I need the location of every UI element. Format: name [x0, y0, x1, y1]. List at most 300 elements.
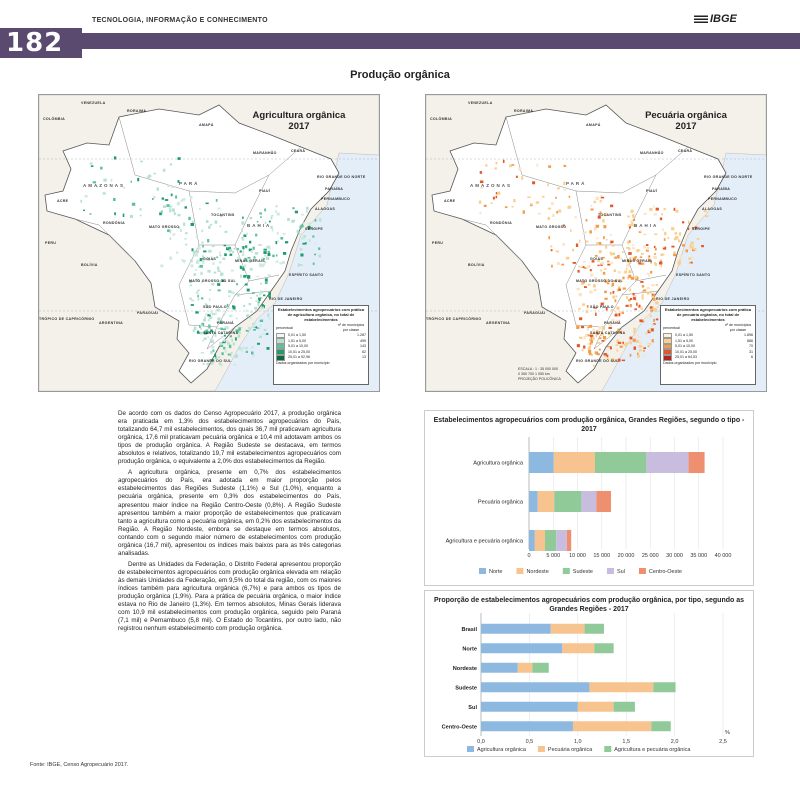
map-dot [609, 327, 612, 329]
map-dot [587, 305, 589, 308]
bar-segment [545, 530, 556, 551]
map-dot [231, 352, 233, 354]
map-dot [190, 259, 193, 262]
map-dot [183, 260, 185, 263]
map-dot [496, 162, 498, 165]
map-dot [276, 241, 278, 244]
map-dot [250, 297, 252, 299]
map-dot [228, 307, 230, 309]
map-dot [603, 272, 605, 275]
label-mato-grosso-do-sul: MATO GROSSO DO SUL [576, 279, 623, 283]
map-dot [175, 196, 177, 199]
label-santa-catarina: SANTA CATARINA [590, 331, 626, 335]
map-dot [260, 320, 263, 322]
map-dot [584, 286, 587, 288]
map-dot [272, 255, 275, 258]
legend-label: 25,01 a 64,53 [675, 355, 697, 360]
map-dot [240, 251, 242, 253]
map-dot [254, 307, 257, 310]
map-dot [265, 281, 268, 284]
legend-note: Dados organizados por município [276, 360, 330, 365]
label-amazonas: AMAZONAS [83, 183, 125, 188]
map-dot [212, 262, 214, 265]
label-mato-grosso: MATO GROSSO [536, 225, 567, 229]
bar-segment [653, 682, 675, 692]
map-dot [661, 213, 663, 215]
map-dot [249, 303, 252, 305]
map-dot [185, 232, 188, 234]
map-dot [162, 198, 165, 200]
map-agri-title-l1: Agricultura orgânica [252, 110, 346, 121]
map-dot [203, 363, 205, 365]
map-dot [300, 248, 303, 250]
map-dot [628, 275, 631, 278]
map-dot [295, 211, 298, 214]
map-dot [209, 226, 211, 229]
map-dot [217, 328, 220, 330]
map-dot [623, 288, 626, 290]
paragraph-1: De acordo com os dados do Censo Agropecuário 2017, a produção orgânica era praticada em 1,3% dos estabelecimentos agropecuários do País, totalizando 64,7 mil estabelecimentos, dos quais 36,7 mil praticavam agricultura orgânica, 17,6 mil praticavam pecuária orgânica e 10,4 mil adotavam ambos os tipos de produção orgânica. A Região Sudeste se destacava, em termos absolutos e relativos, totalizando 19,7 mil estabelecimentos agropecuários com produção orgânica, o equivalente a 2,0% dos estabelecimentos da Região. [118, 410, 341, 466]
map-dot [604, 353, 607, 356]
map-dot [185, 206, 188, 208]
legend-swatch [538, 746, 545, 752]
label-maranhao: MARANHÃO [253, 151, 277, 155]
body-text [118, 410, 341, 636]
map-dot [195, 311, 198, 313]
map-dot [193, 251, 195, 253]
label-bahia: BAHIA [247, 223, 272, 228]
map-dot [208, 250, 212, 253]
map-dot [635, 295, 637, 297]
legend-label: 25,01 a 92,96 [288, 355, 310, 360]
map-dot [221, 352, 223, 355]
map-dot [532, 181, 535, 184]
map-dot [618, 313, 620, 316]
map-dot [639, 341, 642, 344]
map-dot [598, 265, 600, 267]
map-dot [647, 344, 650, 346]
map-dot [652, 296, 655, 298]
x-tick-label: 5 000 [546, 553, 561, 559]
label-tropico: TRÓPICO DE CAPRICÓRNIO [426, 317, 482, 321]
label-acre: ACRE [444, 199, 456, 203]
label-rondonia: RONDÔNIA [103, 221, 125, 225]
legend-label: Norte [489, 569, 503, 575]
map-dot [600, 327, 602, 330]
map-dot [651, 284, 654, 286]
map-dot [191, 304, 194, 306]
label-argentina: ARGENTINA [99, 321, 124, 325]
map-dot [620, 346, 623, 348]
map-dot [170, 206, 172, 208]
map-dot [523, 210, 525, 213]
map-dot [202, 245, 204, 247]
map-dot [647, 292, 649, 295]
legend-count: 1.896 [744, 333, 753, 338]
map-dot [315, 219, 317, 222]
map-dot [249, 241, 251, 244]
map-dot [182, 198, 185, 201]
map-dot [167, 185, 170, 187]
map-dot [241, 221, 244, 224]
map-dot [591, 209, 594, 211]
legend-col2: nº de municípios por classe [724, 323, 752, 332]
x-tick-label: 25 000 [641, 553, 659, 559]
map-dot [616, 295, 618, 297]
map-dot [252, 292, 255, 294]
map-dot [230, 254, 233, 256]
map-dot [676, 237, 678, 239]
map-dot [664, 238, 666, 241]
map-dot [100, 167, 103, 170]
map-dot [675, 232, 678, 235]
map-dot [686, 249, 689, 252]
map-dot [596, 243, 599, 246]
map-dot [688, 248, 691, 251]
bar-segment [529, 491, 538, 512]
scale-l3: PROJEÇÃO POLICÔNICA [518, 377, 561, 381]
map-dot [548, 165, 551, 168]
map-dot [618, 342, 621, 344]
map-dot [563, 243, 565, 246]
map-dot [194, 273, 197, 276]
map-dot [622, 360, 625, 362]
label-roraima: RORAIMA [514, 109, 534, 113]
map-dot [602, 219, 605, 222]
map-dot [590, 340, 593, 343]
label-para: PARÁ [179, 181, 200, 186]
map-dot [243, 347, 246, 349]
map-dot [650, 309, 653, 311]
map-dot [319, 218, 321, 221]
map-dot [205, 313, 207, 315]
map-pec-title [626, 110, 746, 132]
label-tropico: TRÓPICO DE CAPRICÓRNIO [39, 317, 95, 321]
label-rio-grande-do-sul: RIO GRANDE DO SUL [189, 359, 232, 363]
legend-swatch [607, 568, 614, 574]
map-dot [218, 270, 221, 272]
map-dot [90, 213, 92, 215]
map-dot [309, 239, 311, 241]
label-alagoas: ALAGOAS [702, 207, 723, 211]
legend-swatch [604, 746, 611, 752]
label-rio-grande-do-norte: RIO GRANDE DO NORTE [704, 175, 753, 179]
map-dot [479, 201, 482, 204]
map-dot [655, 263, 658, 266]
map-dot [582, 303, 585, 305]
category-label: Brasil [461, 626, 477, 633]
map-dot [637, 355, 640, 358]
map-dot [200, 325, 203, 327]
map-dot [171, 194, 173, 197]
map-dot [231, 291, 234, 294]
map-dot [596, 197, 599, 200]
map-dot [688, 221, 690, 225]
map-dot [654, 233, 657, 235]
map-dot [480, 212, 482, 214]
map-dot [191, 223, 195, 226]
legend-label: 1,51 a 5,00 [675, 338, 693, 343]
map-dot [653, 205, 655, 207]
label-tocantins: TOCANTINS [598, 213, 622, 217]
label-venezuela: VENEZUELA [81, 101, 106, 105]
map-dot [585, 231, 587, 233]
bar-segment [481, 682, 589, 692]
map-dot [217, 208, 220, 210]
map-agri-legend [273, 305, 369, 385]
map-dot [287, 218, 290, 221]
map-dot [556, 251, 559, 253]
map-dot [218, 356, 221, 358]
map-dot [589, 325, 592, 328]
map-dot [262, 304, 264, 307]
map-dot [643, 245, 646, 248]
map-dot [593, 284, 596, 287]
label-parana: PARANÁ [604, 321, 621, 325]
legend-label: 1,51 a 5,00 [288, 338, 306, 343]
map-dot [268, 274, 271, 276]
legend-count: 13 [362, 355, 366, 360]
map-dot [315, 243, 317, 245]
bar-segment [567, 530, 571, 551]
map-dot [244, 264, 246, 267]
map-dot [631, 210, 634, 213]
map-dot [261, 264, 264, 267]
map-dot [593, 364, 595, 366]
map-dot [641, 253, 644, 255]
chart2-svg [425, 591, 753, 756]
map-dot [650, 271, 652, 274]
map-dot [701, 245, 704, 247]
map-dot [637, 336, 640, 338]
map-dot [243, 275, 246, 278]
map-dot [163, 205, 166, 208]
legend-col1: percentual [663, 325, 680, 330]
map-dot [253, 329, 256, 331]
x-tick-label: 1,5 [622, 739, 631, 745]
map-dot [180, 229, 182, 232]
category-label: Sul [468, 704, 477, 711]
map-dot [583, 346, 585, 349]
label-sao-paulo: SÃO PAULO [203, 305, 227, 309]
map-dot [236, 283, 238, 285]
label-paraguai: PARAGUAI [137, 311, 159, 315]
map-dot [172, 208, 175, 211]
map-dot [225, 350, 227, 353]
map-dot [238, 332, 241, 334]
map-dot [629, 271, 632, 273]
map-dot [210, 224, 212, 226]
legend-label: Agricultura orgânica [477, 747, 526, 753]
bar-segment [614, 702, 635, 712]
bar-segment [554, 491, 581, 512]
map-pecuaria-organica [425, 94, 767, 392]
map-dot [260, 283, 262, 285]
header-band [0, 33, 800, 49]
map-dot [214, 354, 216, 357]
map-dot [318, 247, 320, 250]
map-dot [480, 171, 482, 174]
map-dot [114, 156, 116, 159]
map-dot [601, 197, 605, 199]
map-dot [262, 333, 264, 335]
x-tick-label: 0 [527, 553, 531, 559]
map-dot [610, 292, 612, 294]
map-dot [204, 337, 207, 340]
map-dot [225, 231, 228, 233]
map-dot [655, 301, 658, 304]
map-dot [264, 329, 267, 331]
bar-segment [585, 624, 604, 634]
map-dot [237, 293, 240, 296]
map-dot [676, 210, 679, 213]
map-dot [160, 265, 163, 268]
bar-segment [529, 530, 535, 551]
map-dot [660, 218, 662, 221]
map-dot [264, 249, 267, 251]
section-title: TECNOLOGIA, INFORMAÇÃO E CONHECIMENTO [92, 17, 268, 24]
legend-swatch [467, 746, 474, 752]
category-label: Agricultura e pecuária orgânica [445, 538, 523, 545]
legend-label: Centro-Oeste [648, 569, 682, 575]
legend-col1: percentual [276, 325, 293, 330]
map-dot [253, 326, 256, 328]
map-dot [193, 329, 195, 332]
map-dot [547, 183, 549, 186]
chart1-title: Estabelecimentos agropecuários com produção orgânica, Grandes Regiões, segundo o tipo - 2017 [433, 417, 745, 433]
map-dot [634, 347, 637, 350]
map-dot [278, 240, 280, 242]
map-dot [570, 229, 572, 231]
map-dot [586, 310, 589, 313]
map-dot [587, 343, 589, 345]
category-label: Centro-Oeste [441, 724, 477, 731]
legend-label: 5,01 a 10,00 [675, 344, 695, 349]
map-dot [283, 252, 286, 255]
map-dot [697, 238, 700, 240]
page-title: Produção orgânica [350, 69, 450, 81]
label-ceara: CEARÁ [291, 149, 306, 153]
bar-segment [581, 491, 596, 512]
map-dot [300, 254, 303, 257]
map-dot [266, 333, 268, 335]
map-dot [551, 249, 553, 251]
x-tick-label: 0,0 [477, 739, 485, 745]
bar-segment [481, 702, 578, 712]
map-dot [585, 241, 588, 243]
map-dot [236, 318, 238, 320]
map-dot [247, 289, 250, 292]
map-dot [632, 244, 634, 246]
legend-swatch [479, 568, 486, 574]
map-dot [594, 201, 597, 203]
map-scale [518, 367, 561, 382]
map-dot [255, 234, 257, 237]
map-dot [226, 340, 229, 342]
legend-count: 499 [360, 338, 366, 343]
map-dot [557, 187, 560, 189]
map-dot [206, 203, 209, 205]
map-dot [582, 349, 584, 351]
map-dot [211, 283, 214, 286]
label-rio-de-janeiro: RIO DE JANEIRO [656, 297, 690, 301]
map-dot [602, 327, 605, 330]
map-dot [586, 219, 588, 221]
map-dot [633, 330, 635, 333]
map-dot [603, 236, 605, 239]
map-dot [691, 257, 694, 259]
map-dot [635, 334, 638, 336]
map-dot [246, 314, 249, 317]
legend-label: 10,01 a 25,00 [288, 349, 310, 354]
map-dot [590, 274, 593, 277]
x-tick-label: 1,0 [573, 739, 582, 745]
map-dot [137, 178, 139, 181]
label-maranhao: MARANHÃO [640, 151, 664, 155]
legend-label: 0,01 a 1,50 [675, 333, 693, 338]
map-dot [185, 244, 187, 246]
ibge-logo-icon [694, 14, 708, 23]
map-agri-title-l2: 2017 [288, 121, 310, 132]
map-dot [238, 347, 241, 349]
map-dot [614, 269, 617, 272]
map-dot [207, 336, 209, 338]
map-dot [191, 264, 194, 267]
map-dot [654, 213, 657, 215]
map-dot [484, 205, 487, 207]
map-dot [642, 354, 645, 356]
map-dot [687, 237, 689, 239]
map-dot [171, 186, 174, 188]
map-dot [595, 313, 597, 316]
legend-swatch [516, 568, 523, 574]
map-dot [678, 261, 681, 264]
map-dot [267, 314, 269, 317]
map-dot [170, 237, 172, 240]
map-dot [682, 221, 684, 223]
map-dot [209, 317, 213, 319]
map-dot [255, 300, 258, 302]
map-dot [223, 258, 226, 260]
map-dot [212, 313, 215, 315]
legend-label: Sul [616, 569, 625, 575]
map-dot [583, 261, 586, 263]
label-bolivia: BOLÍVIA [81, 263, 98, 267]
map-dot [640, 230, 642, 232]
map-dot [277, 232, 279, 235]
map-dot [242, 238, 245, 241]
map-dot [629, 289, 631, 292]
map-dot [518, 168, 521, 171]
map-dot [613, 291, 615, 294]
map-dot [634, 308, 637, 310]
map-dot [633, 293, 635, 296]
map-dot [260, 216, 262, 218]
map-dot [578, 270, 580, 273]
map-dot [630, 298, 632, 300]
legend-title: Estabelecimentos agropecuários com prática de agricultura orgânica, no total de estabelecimentos [277, 307, 365, 322]
map-dot [247, 275, 250, 279]
bar-segment [689, 452, 705, 473]
map-dot [653, 308, 656, 311]
map-dot [679, 232, 681, 235]
map-dot [131, 181, 133, 183]
map-dot [195, 253, 198, 256]
map-dot [610, 234, 612, 236]
legend-label: Agricultura e pecuária orgânica [614, 747, 691, 753]
map-dot [267, 347, 270, 350]
map-dot [243, 235, 246, 237]
